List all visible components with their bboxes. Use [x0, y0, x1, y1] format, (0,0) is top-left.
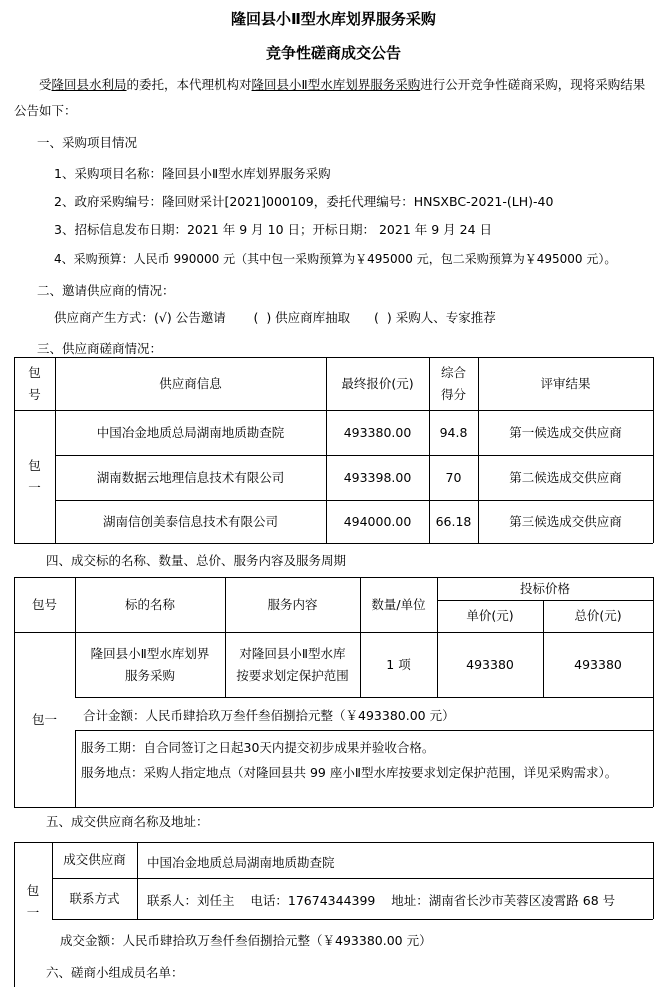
supplier-price: 493398.00 — [343, 469, 412, 485]
supplier-label: 成交供应商 — [63, 852, 126, 867]
section-1-item: 4、采购预算：人民币 990000 元（其中包一采购预算为￥495000 元，包二采购预算为￥495000 元）。 — [54, 252, 617, 266]
supplier-price: 493380.00 — [343, 424, 412, 440]
section-1-item: 3、招标信息发布日期：2021 年 9 月 10 日；开标日期： 2021 年 9 月 24 日 — [54, 222, 493, 237]
supplier-name: 中国冶金地质总局湖南地质勘查院 — [147, 855, 335, 870]
intro-text-4: 将采购结果公告如下： — [14, 77, 646, 118]
package-label: 包 一 — [28, 457, 41, 495]
contact-info: 联系人：刘任主 电话：17674344399 地址：湖南省长沙市芙蓉区凌霄路 68 号 — [147, 893, 616, 908]
section-4-heading: 四、成交标的名称、数量、总价、服务内容及服务周期 — [46, 553, 347, 568]
header-service-content: 服务内容 — [267, 596, 318, 612]
intro-text-1: 受 — [39, 77, 52, 92]
entrusting-party: 隆回县水利局 — [51, 77, 127, 92]
section-6-heading: 六、磋商小组成员名单： — [46, 965, 184, 980]
section-3-heading: 三、供应商磋商情况： — [37, 341, 163, 356]
section-5-heading: 五、成交供应商名称及地址： — [46, 814, 209, 829]
award-amount: 成交金额：人民币肆拾玖万叁仟叁佰捌拾元整（￥493380.00 元） — [60, 933, 432, 948]
service-content: 对隆回县小Ⅱ型水库 按要求划定保护范围 — [236, 645, 349, 683]
supplier-method-line: 供应商产生方式：(√) 公告邀请 ( ) 供应商库抽取 ( ) 采购人、专家推荐 — [54, 310, 496, 325]
supplier-result: 第三候选成交供应商 — [509, 513, 622, 529]
supplier-score: 70 — [445, 469, 462, 485]
supplier-name: 中国冶金地质总局湖南地质勘查院 — [96, 424, 285, 440]
header-bid-price: 投标价格 — [519, 580, 570, 596]
header-total-price: 总价(元) — [574, 608, 622, 623]
header-result: 评审结果 — [540, 375, 591, 391]
section-1-heading: 一、采购项目情况 — [37, 135, 138, 150]
header-quantity: 数量/单位 — [371, 596, 426, 612]
supplier-result: 第一候选成交供应商 — [509, 424, 622, 440]
supplier-price: 494000.00 — [343, 513, 412, 529]
package-label: 包一 — [31, 711, 57, 727]
service-location: 服务地点：采购人指定地点（对隆回县共 99 座小Ⅱ型水库按要求划定保护范围，详见采购需求）。 — [81, 765, 618, 780]
document-subtitle: 竞争性磋商成交公告 — [265, 44, 401, 62]
header-item-name: 标的名称 — [124, 596, 175, 612]
section-2-heading: 二、邀请供应商的情况： — [37, 283, 175, 298]
document-title: 隆回县小Ⅱ型水库划界服务采购 — [231, 10, 436, 28]
header-supplier-info: 供应商信息 — [159, 375, 222, 391]
intro-text-3: 进行公开竞争性磋商采购，现 — [420, 77, 583, 92]
unit-price: 493380 — [466, 657, 514, 672]
supplier-name: 湖南数据云地理信息技术有限公司 — [96, 469, 285, 485]
supplier-score: 94.8 — [439, 424, 468, 440]
contact-label: 联系方式 — [69, 890, 120, 906]
supplier-result: 第二候选成交供应商 — [509, 469, 622, 485]
supplier-name: 湖南信创美泰信息技术有限公司 — [102, 513, 278, 529]
section-1-item: 2、政府采购编号：隆回财采计[2021]000109，委托代理编号：HNSXBC-2021-(LH)-40 — [54, 194, 554, 209]
supplier-score: 66.18 — [435, 513, 472, 529]
header-score: 综合 得分 — [440, 364, 466, 402]
header-package: 包号 — [31, 596, 57, 612]
item-name: 隆回县小Ⅱ型水库划界 服务采购 — [90, 645, 210, 683]
total-price: 493380 — [574, 657, 622, 672]
intro-project-name: 隆回县小Ⅱ型水库划界服务采购 — [251, 77, 421, 92]
total-amount: 合计金额：人民币肆拾玖万叁仟叁佰捌拾元整（￥493380.00 元） — [83, 708, 455, 723]
header-unit-price: 单价(元) — [466, 608, 514, 623]
intro-text-2: 的委托，本代理机构对 — [126, 77, 252, 92]
header-package: 包 号 — [28, 364, 41, 402]
package-label: 包 一 — [26, 883, 40, 920]
intro-paragraph — [14, 72, 654, 124]
service-period: 服务工期：自合同签订之日起30天内提交初步成果并验收合格。 — [81, 740, 435, 755]
header-final-price: 最终报价(元) — [341, 375, 414, 391]
section-1-item: 1、采购项目名称：隆回县小Ⅱ型水库划界服务采购 — [54, 166, 331, 181]
quantity: 1 项 — [386, 657, 411, 672]
